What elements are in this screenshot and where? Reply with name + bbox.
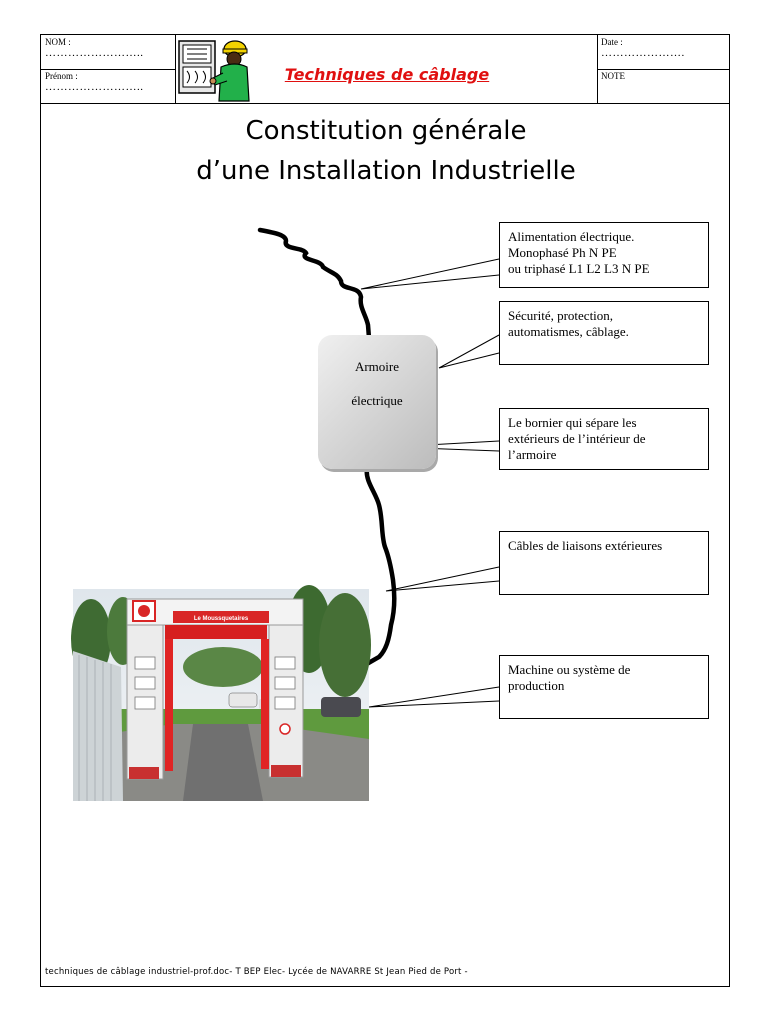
leader-machine: [369, 687, 499, 707]
date-dots: ………………….: [601, 47, 685, 59]
callout-alimentation: [499, 222, 709, 288]
car-wash-sign-text: Le Moussquetaires: [193, 616, 249, 622]
prenom-label: Prénom :: [45, 71, 78, 81]
worksheet-page: [40, 34, 730, 987]
nom-label: NOM :: [45, 37, 71, 47]
callout-alimentation-line3: ou triphasé L1 L2 L3 N PE: [508, 261, 650, 276]
callout-cables: [499, 531, 709, 595]
nom-dots: ……………………..: [45, 47, 144, 59]
leader-securite: [439, 335, 499, 368]
leader-alimentation: [361, 259, 499, 289]
electrical-cabinet: [318, 335, 436, 469]
callout-bornier-line1: Le bornier qui sépare les: [508, 415, 637, 430]
page-title-line2: d’une Installation Industrielle: [196, 156, 576, 186]
callout-machine: [499, 655, 709, 719]
callout-machine-line1: Machine ou système de: [508, 662, 631, 677]
callout-alimentation-line1: Alimentation électrique.: [508, 229, 635, 244]
header-title: Techniques de câblage: [284, 65, 490, 84]
footer-text: techniques de câblage industriel-prof.doc- T BEP Elec- Lycée de NAVARRE St Jean Pied de Port -: [45, 967, 468, 977]
page-title-line1: Constitution générale: [245, 116, 527, 146]
callout-securite-line2: automatismes, câblage.: [508, 324, 629, 339]
callout-bornier-line3: l’armoire: [508, 447, 557, 462]
car-wash-photo: [73, 589, 369, 801]
callout-alimentation-line2: Monophasé Ph N PE: [508, 245, 617, 260]
callout-securite-line1: Sécurité, protection,: [508, 308, 614, 323]
callout-bornier-line2: extérieurs de l’intérieur de: [508, 431, 646, 446]
diagram-lines: [41, 35, 731, 988]
leader-cables: [386, 567, 499, 591]
callout-securite: [499, 301, 709, 365]
note-label: NOTE: [601, 71, 625, 81]
cabinet-label-line1: Armoire: [354, 359, 400, 374]
callout-bornier: [499, 408, 709, 470]
date-label: Date :: [601, 37, 623, 47]
cabinet-label-line2: électrique: [351, 393, 403, 408]
callout-cables-line1: Câbles de liaisons extérieures: [508, 538, 663, 553]
supply-cable: [260, 230, 369, 338]
prenom-dots: ……………………..: [45, 81, 144, 93]
callout-machine-line2: production: [508, 678, 565, 693]
